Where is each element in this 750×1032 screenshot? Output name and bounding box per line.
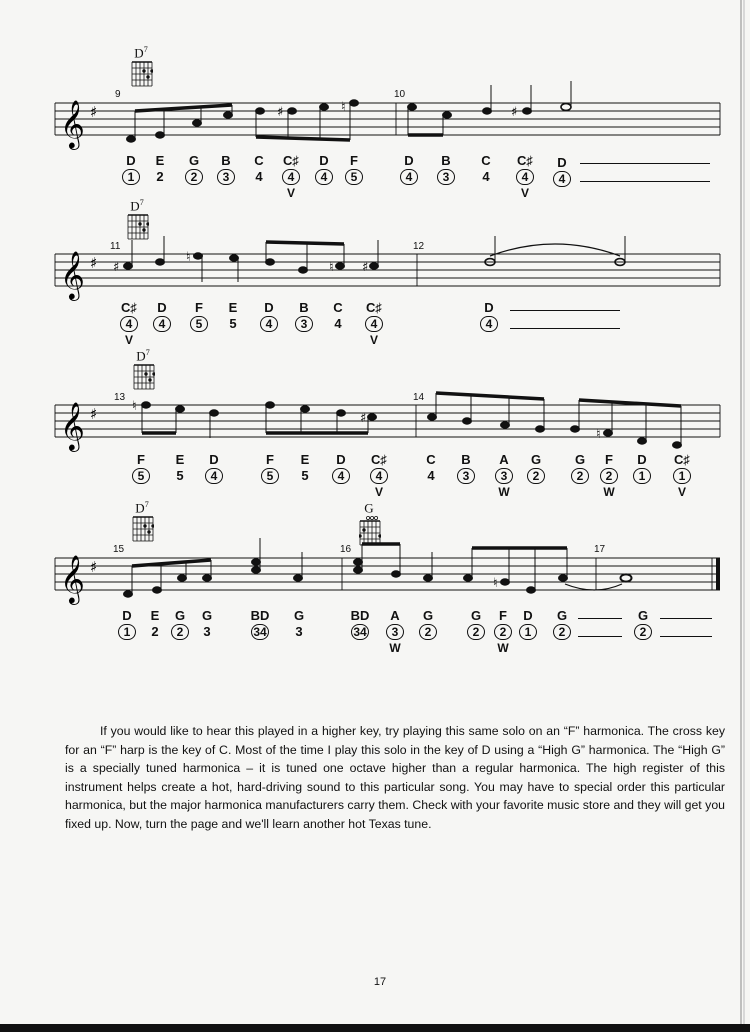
harmonica-hole: 5 bbox=[132, 468, 150, 484]
note-column bbox=[523, 452, 549, 499]
bend-mark bbox=[257, 485, 283, 499]
treble-clef-icon: 𝄞 bbox=[60, 99, 85, 148]
bend-mark bbox=[291, 333, 317, 347]
bend-mark bbox=[463, 641, 489, 655]
note-column bbox=[512, 153, 538, 200]
note-column bbox=[366, 452, 392, 499]
measure-number: 11 bbox=[110, 241, 121, 252]
note-column bbox=[325, 300, 351, 347]
note-column bbox=[241, 608, 279, 655]
svg-text:♯: ♯ bbox=[90, 103, 98, 121]
hold-line bbox=[510, 328, 620, 329]
note-column bbox=[256, 300, 282, 347]
bottom-edge bbox=[0, 1024, 750, 1032]
note-column bbox=[567, 452, 593, 499]
note-column bbox=[415, 608, 441, 655]
note-name: F bbox=[195, 300, 203, 315]
note-name: C♯ bbox=[674, 452, 690, 467]
svg-text:♯: ♯ bbox=[113, 260, 120, 275]
harmonica-hole: 2 bbox=[527, 468, 545, 484]
note-column bbox=[149, 300, 175, 347]
note-name: F bbox=[499, 608, 507, 623]
note-name: C bbox=[254, 153, 264, 168]
chord-extension: 7 bbox=[145, 348, 150, 357]
note-name: B bbox=[441, 153, 451, 168]
harmonica-hole: 4 bbox=[255, 169, 263, 184]
harmonica-hole: 2 bbox=[419, 624, 437, 640]
note-name: D bbox=[404, 153, 414, 168]
svg-text:♯: ♯ bbox=[90, 405, 98, 423]
bend-mark bbox=[567, 485, 593, 499]
note-name: E bbox=[228, 300, 238, 315]
harmonica-hole: 3 bbox=[295, 624, 303, 639]
note-column bbox=[181, 153, 207, 200]
harmonica-hole: 4 bbox=[427, 468, 435, 483]
harmonica-hole: 4 bbox=[516, 169, 534, 185]
note-name: D bbox=[122, 608, 132, 623]
bend-mark bbox=[292, 485, 318, 499]
note-name: A bbox=[390, 608, 400, 623]
note-column bbox=[291, 300, 317, 347]
note-name: F bbox=[266, 452, 274, 467]
harmonica-hole: 2 bbox=[494, 624, 512, 640]
note-column bbox=[463, 608, 489, 655]
note-name: E bbox=[150, 608, 160, 623]
note-name: C♯ bbox=[371, 452, 387, 467]
note-name: G bbox=[470, 608, 482, 623]
bend-mark: V bbox=[369, 333, 378, 347]
bend-mark bbox=[515, 641, 541, 655]
svg-text:♮: ♮ bbox=[329, 260, 334, 275]
measure-number: 10 bbox=[394, 89, 406, 100]
bend-mark bbox=[149, 333, 175, 347]
treble-clef-icon: 𝄞 bbox=[60, 250, 85, 299]
bend-mark bbox=[167, 641, 193, 655]
harmonica-hole: 5 bbox=[261, 468, 279, 484]
bend-mark bbox=[220, 333, 246, 347]
harmonica-hole: 4 bbox=[260, 316, 278, 332]
note-name: D bbox=[209, 452, 219, 467]
measure-number: 16 bbox=[340, 544, 352, 555]
bend-mark bbox=[114, 641, 140, 655]
note-name: G bbox=[174, 608, 186, 623]
final-barline bbox=[716, 558, 720, 590]
hold-line bbox=[660, 618, 712, 619]
harmonica-hole: 3 bbox=[217, 169, 235, 185]
harmonica-hole: 2 bbox=[151, 624, 159, 639]
note-column bbox=[128, 452, 154, 499]
note-column bbox=[549, 608, 575, 655]
bend-mark bbox=[256, 333, 282, 347]
bend-mark bbox=[194, 641, 220, 655]
svg-text:♮: ♮ bbox=[493, 576, 498, 591]
harmonica-hole: 4 bbox=[205, 468, 223, 484]
harmonica-hole: 4 bbox=[120, 316, 138, 332]
note-name: C♯ bbox=[366, 300, 382, 315]
note-column bbox=[669, 452, 695, 499]
note-name: E bbox=[300, 452, 310, 467]
note-name: B bbox=[299, 300, 309, 315]
bend-mark bbox=[453, 485, 479, 499]
hold-line bbox=[578, 618, 622, 619]
note-column bbox=[201, 452, 227, 499]
harmonica-hole: 4 bbox=[315, 169, 333, 185]
note-name: G bbox=[188, 153, 200, 168]
hold-line bbox=[510, 310, 620, 311]
note-column bbox=[286, 608, 312, 655]
bend-mark bbox=[629, 485, 655, 499]
harmonica-hole: 34 bbox=[351, 624, 369, 640]
note-name: BD bbox=[250, 608, 270, 623]
svg-text:♯: ♯ bbox=[90, 254, 98, 272]
bend-mark: V bbox=[374, 485, 383, 499]
harmonica-hole: 3 bbox=[495, 468, 513, 484]
measure-number: 9 bbox=[115, 89, 121, 100]
harmonica-hole: 3 bbox=[295, 316, 313, 332]
note-column bbox=[453, 452, 479, 499]
chord-extension: 7 bbox=[143, 45, 148, 54]
harmonica-hole: 3 bbox=[437, 169, 455, 185]
note-column bbox=[382, 608, 408, 655]
harmonica-hole: 5 bbox=[229, 316, 237, 331]
note-name: D bbox=[484, 300, 494, 315]
svg-text:♯: ♯ bbox=[90, 558, 98, 576]
note-name: D bbox=[523, 608, 533, 623]
treble-clef-icon: 𝄞 bbox=[60, 554, 85, 603]
harmonica-hole: 2 bbox=[634, 624, 652, 640]
chord-name: D bbox=[136, 348, 146, 364]
note-column bbox=[341, 608, 379, 655]
measure-number: 17 bbox=[594, 544, 606, 555]
note-name: C bbox=[426, 452, 436, 467]
chord-extension: 7 bbox=[144, 500, 149, 509]
page-number: 17 bbox=[373, 976, 387, 988]
chord-name: D bbox=[135, 500, 145, 516]
bend-mark bbox=[630, 641, 656, 655]
harmonica-hole: 1 bbox=[673, 468, 691, 484]
harmonica-hole: 2 bbox=[467, 624, 485, 640]
harmonica-hole: 5 bbox=[190, 316, 208, 332]
note-name: D bbox=[336, 452, 346, 467]
note-name: D bbox=[264, 300, 274, 315]
measure-number: 14 bbox=[413, 392, 425, 403]
hold-line bbox=[578, 636, 622, 637]
note-column bbox=[328, 452, 354, 499]
bend-mark: V bbox=[520, 186, 529, 200]
bend-mark bbox=[418, 485, 444, 499]
note-name: BD bbox=[350, 608, 370, 623]
harmonica-hole: 2 bbox=[156, 169, 164, 184]
note-column bbox=[147, 153, 173, 200]
note-name: G bbox=[530, 452, 542, 467]
note-name: G bbox=[556, 608, 568, 623]
bend-mark bbox=[186, 333, 212, 347]
svg-text:♯: ♯ bbox=[362, 260, 369, 275]
note-name: F bbox=[605, 452, 613, 467]
chord-extension: 7 bbox=[139, 198, 144, 207]
harmonica-hole: 5 bbox=[301, 468, 309, 483]
harmonica-hole: 1 bbox=[633, 468, 651, 484]
note-name: D bbox=[157, 300, 167, 315]
harmonica-hole: 1 bbox=[519, 624, 537, 640]
harmonica-hole: 2 bbox=[571, 468, 589, 484]
note-column bbox=[186, 300, 212, 347]
note-column bbox=[490, 608, 516, 655]
harmonica-hole: 4 bbox=[332, 468, 350, 484]
bend-mark bbox=[286, 641, 312, 655]
harmonica-hole: 4 bbox=[480, 316, 498, 332]
note-column bbox=[311, 153, 337, 200]
harmonica-hole: 4 bbox=[153, 316, 171, 332]
note-name: C bbox=[333, 300, 343, 315]
note-column bbox=[341, 153, 367, 200]
note-column bbox=[194, 608, 220, 655]
note-name: D bbox=[126, 153, 136, 168]
note-name: C bbox=[481, 153, 491, 168]
bend-mark bbox=[167, 485, 193, 499]
music-staff bbox=[0, 45, 750, 148]
chord-name: D bbox=[134, 45, 144, 61]
note-column bbox=[491, 452, 517, 499]
note-column bbox=[167, 452, 193, 499]
bend-mark: W bbox=[498, 485, 510, 499]
note-column bbox=[118, 153, 144, 200]
note-name: B bbox=[221, 153, 231, 168]
harmonica-hole: 4 bbox=[370, 468, 388, 484]
harmonica-hole: 4 bbox=[282, 169, 300, 185]
measure-number: 13 bbox=[114, 392, 126, 403]
bend-mark bbox=[142, 641, 168, 655]
note-column bbox=[257, 452, 283, 499]
music-staff bbox=[0, 500, 750, 603]
bend-mark bbox=[241, 641, 279, 655]
svg-text:♯: ♯ bbox=[360, 411, 367, 426]
note-column bbox=[418, 452, 444, 499]
note-name: C♯ bbox=[283, 153, 299, 168]
note-name: E bbox=[175, 452, 185, 467]
note-column bbox=[515, 608, 541, 655]
note-column bbox=[292, 452, 318, 499]
note-column bbox=[114, 608, 140, 655]
svg-text:♮: ♮ bbox=[132, 399, 137, 414]
note-name: C♯ bbox=[121, 300, 137, 315]
note-name: F bbox=[137, 452, 145, 467]
note-column bbox=[433, 153, 459, 200]
note-column bbox=[278, 153, 304, 200]
bend-mark bbox=[415, 641, 441, 655]
bend-mark bbox=[341, 641, 379, 655]
treble-clef-icon: 𝄞 bbox=[60, 401, 85, 450]
bend-mark bbox=[201, 485, 227, 499]
note-column bbox=[630, 608, 656, 655]
svg-text:♮: ♮ bbox=[596, 427, 601, 442]
music-staff bbox=[0, 348, 750, 450]
harmonica-hole: 2 bbox=[185, 169, 203, 185]
chord-name: G bbox=[364, 500, 374, 516]
bend-mark bbox=[328, 485, 354, 499]
harmonica-hole: 4 bbox=[365, 316, 383, 332]
bend-mark bbox=[523, 485, 549, 499]
harmonica-hole: 4 bbox=[553, 171, 571, 187]
note-column bbox=[220, 300, 246, 347]
bend-mark: W bbox=[389, 641, 401, 655]
note-column bbox=[549, 155, 575, 202]
note-column bbox=[361, 300, 387, 347]
note-name: D bbox=[637, 452, 647, 467]
note-name: E bbox=[155, 153, 165, 168]
bend-mark: V bbox=[677, 485, 686, 499]
harmonica-hole: 4 bbox=[400, 169, 418, 185]
hold-line bbox=[580, 181, 710, 182]
note-name: D bbox=[319, 153, 329, 168]
bend-mark: V bbox=[124, 333, 133, 347]
harmonica-hole: 2 bbox=[553, 624, 571, 640]
note-name: G bbox=[574, 452, 586, 467]
bend-mark bbox=[476, 333, 502, 347]
note-name: F bbox=[350, 153, 358, 168]
harmonica-hole: 5 bbox=[345, 169, 363, 185]
tie-arc bbox=[565, 584, 622, 590]
harmonica-hole: 4 bbox=[482, 169, 490, 184]
harmonica-hole: 1 bbox=[122, 169, 140, 185]
note-column bbox=[476, 300, 502, 347]
harmonica-hole: 3 bbox=[203, 624, 211, 639]
note-name: G bbox=[201, 608, 213, 623]
bend-mark bbox=[549, 641, 575, 655]
harmonica-hole: 2 bbox=[171, 624, 189, 640]
measure-number: 12 bbox=[413, 241, 425, 252]
note-column bbox=[396, 153, 422, 200]
note-column bbox=[473, 153, 499, 200]
note-name: D bbox=[557, 155, 567, 170]
harmonica-hole: 4 bbox=[334, 316, 342, 331]
harmonica-hole: 5 bbox=[176, 468, 184, 483]
measure-number: 15 bbox=[113, 544, 125, 555]
harmonica-hole: 34 bbox=[251, 624, 269, 640]
bend-mark bbox=[128, 485, 154, 499]
harmonica-hole: 1 bbox=[118, 624, 136, 640]
svg-text:♮: ♮ bbox=[186, 250, 191, 265]
note-name: G bbox=[637, 608, 649, 623]
note-column bbox=[213, 153, 239, 200]
bend-mark: W bbox=[603, 485, 615, 499]
bend-mark bbox=[325, 333, 351, 347]
body-paragraph: If you would like to hear this played in a higher key, try playing this same solo on an “F” harmonica. The cross key for an “F” harp is the key of C. Most of the time I play this solo in the key of D using a “High G” harmonica. The “High G” is a specially tuned harmonica – it is tuned one octave higher than a regular harmonica. The high register of this instrument helps create a hot, hard-driving sound to this particular song. You may have to special order this particular harmonica, but the major harmonica manufacturers carry them. Check with your favorite music store and they will get you fixed up. Now, turn the page and we'll learn another hot Texas tune. bbox=[65, 724, 725, 831]
note-name: A bbox=[499, 452, 509, 467]
hold-line bbox=[660, 636, 712, 637]
svg-text:♮: ♮ bbox=[341, 100, 346, 115]
harmonica-hole: 3 bbox=[457, 468, 475, 484]
note-name: B bbox=[461, 452, 471, 467]
note-column bbox=[246, 153, 272, 200]
hold-line bbox=[580, 163, 710, 164]
note-column bbox=[142, 608, 168, 655]
music-staff bbox=[0, 198, 750, 299]
svg-text:♯: ♯ bbox=[277, 105, 284, 120]
note-column bbox=[596, 452, 622, 499]
chord-name: D bbox=[130, 198, 140, 214]
note-column bbox=[629, 452, 655, 499]
note-column bbox=[167, 608, 193, 655]
bend-mark: W bbox=[497, 641, 509, 655]
svg-text:♯: ♯ bbox=[511, 105, 518, 120]
harmonica-hole: 2 bbox=[600, 468, 618, 484]
bend-mark: V bbox=[286, 186, 295, 200]
note-column bbox=[116, 300, 142, 347]
note-name: G bbox=[293, 608, 305, 623]
harmonica-hole: 3 bbox=[386, 624, 404, 640]
note-name: C♯ bbox=[517, 153, 533, 168]
note-name: G bbox=[422, 608, 434, 623]
